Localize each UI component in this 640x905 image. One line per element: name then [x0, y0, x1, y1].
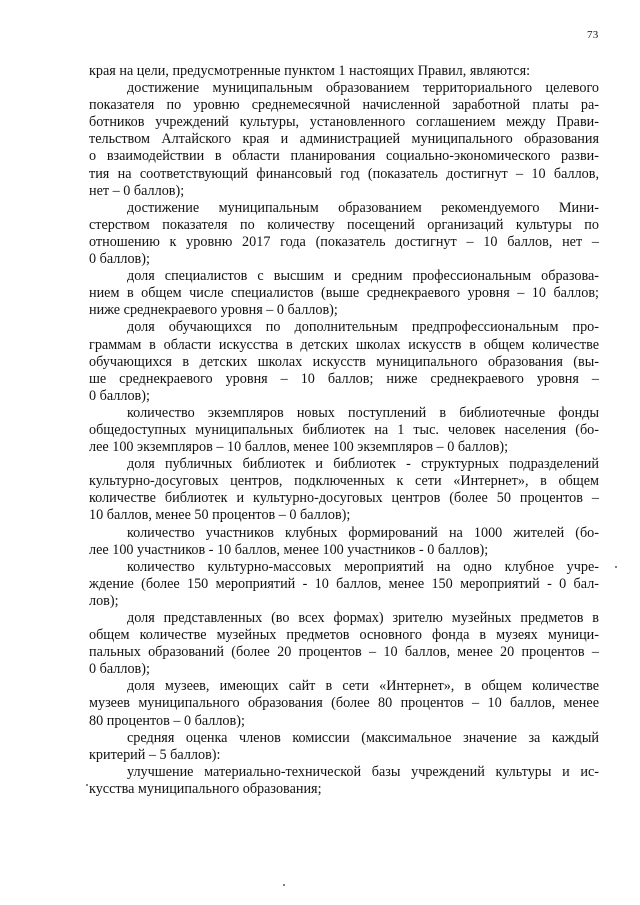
text-line: о взаимодействии в области планирования социально-экономического разви- [89, 148, 599, 165]
text-line: количество экземпляров новых поступлений в библиотечные фонды [127, 404, 599, 421]
text-line: нием в общем числе специалистов (выше среднекраевого уровня – 10 баллов; [89, 285, 599, 302]
text-line: лее 100 экземпляров – 10 баллов, менее 100 экземпляров – 0 баллов); [89, 439, 509, 456]
text-line: средняя оценка членов комиссии (максимальное значение за каждый [127, 729, 599, 746]
text-line: стерством показателя по количеству посещений организаций культуры по [89, 216, 599, 233]
text-line: лее 100 участников - 10 баллов, менее 100 участников - 0 баллов); [89, 541, 489, 558]
text-line: 10 баллов, менее 50 процентов – 0 баллов); [89, 507, 351, 524]
page-number: 73 [587, 29, 599, 41]
text-line: тельством Алтайского края и администрацией муниципального образования [89, 131, 599, 148]
scan-speck [283, 884, 285, 886]
text-line: лов); [89, 592, 119, 609]
text-line: края на цели, предусмотренные пунктом 1 настоящих Правил, являются: [89, 63, 531, 79]
paragraph [89, 319, 599, 404]
text-line: кусства муниципального образования; [89, 780, 322, 797]
text-line: граммам в области искусства в детских школах искусств в общем количестве [89, 336, 599, 353]
text-line: обучающихся в детских школах искусств муниципального образования (вы- [89, 353, 599, 370]
scan-speck [86, 784, 88, 786]
text-line: общем количестве музейных предметов основного фонда в музеях муници- [89, 627, 599, 644]
text-line: 0 баллов); [89, 251, 150, 268]
text-line: отношению к уровню 2017 года (показатель достигнут – 10 баллов, нет – [89, 233, 599, 250]
text-line: ботников учреждений культуры, установленного соглашением между Прави- [89, 114, 599, 131]
text-line: количество участников клубных формирований на 1000 жителей (бо- [127, 524, 599, 541]
text-line: 80 процентов – 0 баллов); [89, 712, 245, 729]
paragraph [89, 405, 599, 456]
text-line: 0 баллов); [89, 661, 150, 678]
document-body [89, 63, 599, 798]
text-line: доля специалистов с высшим и средним профессиональным образова- [127, 268, 599, 285]
text-line: ниже среднекраевого уровня – 0 баллов); [89, 302, 338, 319]
text-line: достижение муниципальным образованием рекомендуемого Мини- [127, 199, 599, 216]
text-line: ждение (более 150 мероприятий - 10 баллов, менее 150 мероприятий - 0 бал- [89, 575, 599, 592]
text-line: улучшение материально-технической базы учреждений культуры и ис- [127, 763, 599, 780]
text-line: доля обучающихся по дополнительным предпрофессиональным про- [127, 319, 599, 336]
text-line: музеев муниципального образования (более 80 процентов – 10 баллов, менее [89, 695, 599, 712]
text-line: ше среднекраевого уровня – 10 баллов; ниже среднекраевого уровня – [89, 370, 599, 387]
paragraph [89, 268, 599, 319]
text-line: количество культурно-массовых мероприятий на одно клубное учре- [127, 558, 599, 575]
text-line: доля представленных (во всех формах) зрителю музейных предметов в [127, 610, 599, 626]
paragraph [89, 80, 599, 200]
text-line: пальных образований (более 20 процентов – 10 баллов, менее 20 процентов – [89, 644, 599, 661]
paragraph [89, 678, 599, 729]
text-line: 0 баллов); [89, 387, 150, 404]
text-line: тия на соответствующий финансовый год (показатель достигнут – 10 баллов, [89, 165, 599, 182]
text-line: критерий – 5 баллов): [89, 746, 221, 763]
text-line: нет – 0 баллов); [89, 182, 185, 199]
paragraph [89, 525, 599, 559]
scan-speck [615, 566, 617, 568]
paragraph [89, 63, 599, 80]
text-line: общедоступных муниципальных библиотек на 1 тыс. человек населения (бо- [89, 421, 599, 438]
text-line: достижение муниципальным образованием территориального целевого [127, 80, 599, 97]
text-line: доля музеев, имеющих сайт в сети «Интернет», в общем количестве [127, 678, 599, 695]
text-line: количестве библиотек и культурно-досуговых центров (более 50 процентов – [89, 490, 599, 507]
paragraph [89, 456, 599, 524]
paragraph [89, 764, 599, 798]
paragraph [89, 730, 599, 764]
text-line: показателя по уровню среднемесячной начисленной заработной платы ра- [89, 97, 599, 114]
paragraph [89, 610, 599, 678]
text-line: культурно-досуговых центров, подключенных к сети «Интернет», в общем [89, 473, 599, 490]
paragraph [89, 559, 599, 610]
paragraph [89, 200, 599, 268]
text-line: доля публичных библиотек и библиотек - структурных подразделений [127, 456, 599, 473]
